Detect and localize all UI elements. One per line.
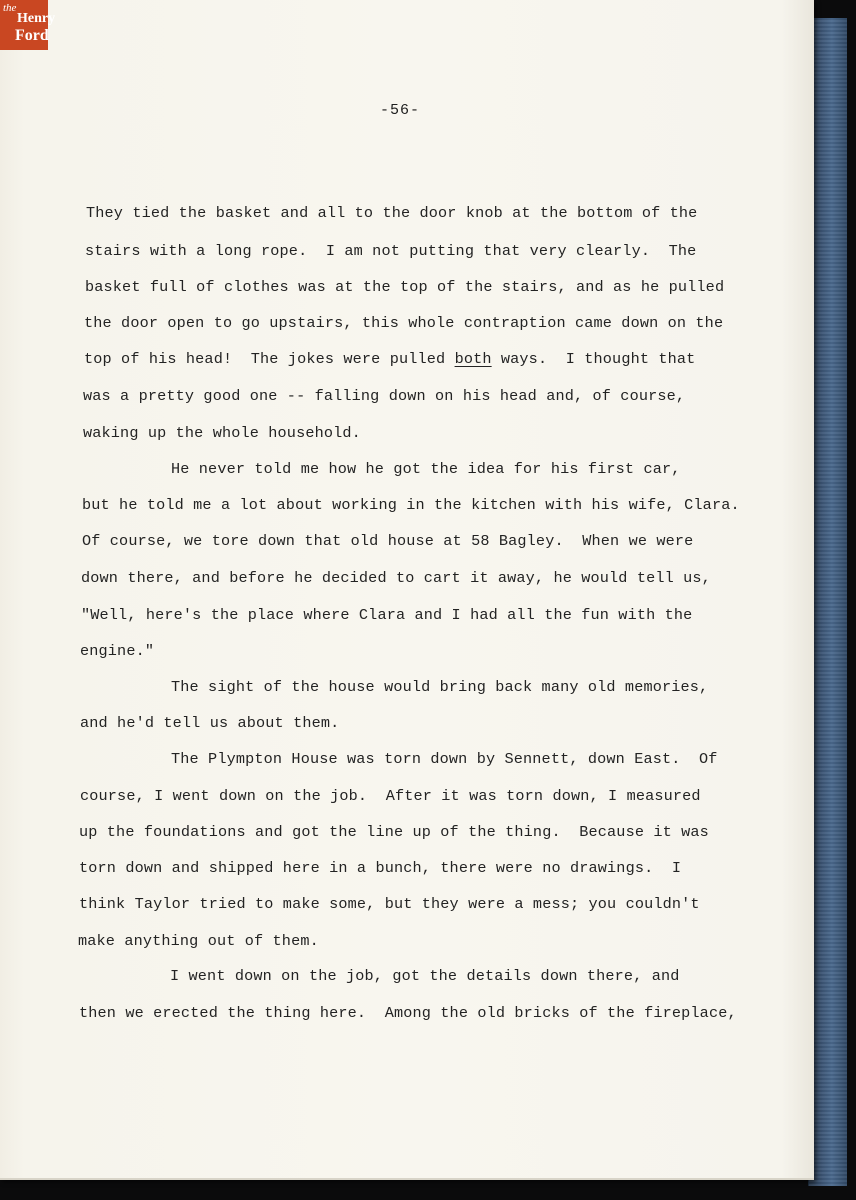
text-line: then we erected the thing here. Among the old bricks of the fireplace, xyxy=(79,1004,737,1022)
text-line: The Plympton House was torn down by Sennett, down East. Of xyxy=(171,750,718,768)
text-line: "Well, here's the place where Clara and I had all the fun with the xyxy=(81,606,693,624)
text-segment: top of his head! The jokes were pulled xyxy=(84,350,455,368)
text-line: make anything out of them. xyxy=(78,932,319,950)
text-line: was a pretty good one -- falling down on his head and, of course, xyxy=(83,387,686,405)
text-line: down there, and before he decided to cart it away, he would tell us, xyxy=(81,569,711,587)
text-line: course, I went down on the job. After it was torn down, I measured xyxy=(80,787,701,805)
text-line: Of course, we tore down that old house at 58 Bagley. When we were xyxy=(82,532,694,550)
text-line: torn down and shipped here in a bunch, there were no drawings. I xyxy=(79,859,682,877)
text-line xyxy=(84,350,695,368)
text-line: engine." xyxy=(80,642,155,660)
logo-henry: Henry xyxy=(17,11,56,26)
text-line: He never told me how he got the idea for his first car, xyxy=(171,460,681,478)
text-segment: ways. I thought that xyxy=(491,350,696,368)
text-line: I went down on the job, got the details down there, and xyxy=(170,967,680,985)
text-line: They tied the basket and all to the door knob at the bottom of the xyxy=(86,204,698,222)
page-number: -56- xyxy=(380,102,421,119)
text-line: The sight of the house would bring back many old memories, xyxy=(171,678,709,696)
text-line: the door open to go upstairs, this whole contraption came down on the xyxy=(84,314,724,332)
text-line: up the foundations and got the line up of the thing. Because it was xyxy=(79,823,709,841)
text-line: but he told me a lot about working in the kitchen with his wife, Clara. xyxy=(82,496,740,514)
logo-ford: Ford xyxy=(15,27,49,44)
logo-the: the xyxy=(3,2,17,14)
text-line: waking up the whole household. xyxy=(83,424,361,442)
henry-ford-logo xyxy=(0,0,56,50)
underlined-word: both xyxy=(454,350,492,368)
text-line: stairs with a long rope. I am not putting that very clearly. The xyxy=(85,242,697,260)
text-line: basket full of clothes was at the top of the stairs, and as he pulled xyxy=(85,278,725,296)
text-line: and he'd tell us about them. xyxy=(80,714,340,732)
text-line: think Taylor tried to make some, but they were a mess; you couldn't xyxy=(79,895,700,913)
